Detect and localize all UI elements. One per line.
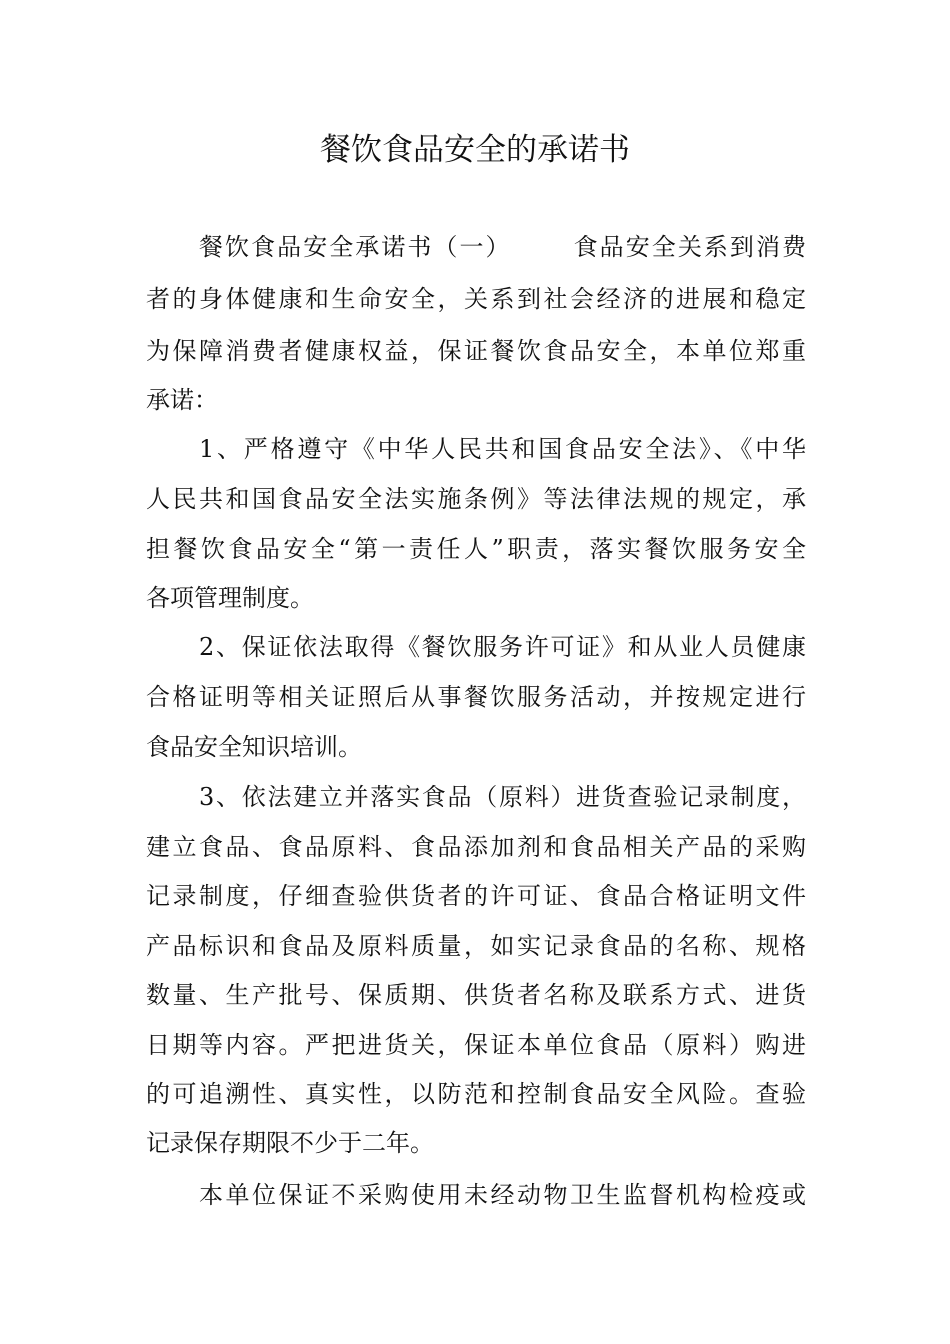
- body-line-15: 产品标识和食品及原料质量，如实记录食品的名称、规格: [146, 932, 806, 960]
- body-line-10: 合格证明等相关证照后从事餐饮服务活动，并按规定进行: [146, 683, 806, 711]
- body-line-1: [199, 222, 806, 272]
- body-line-16: 数量、生产批号、保质期、供货者名称及联系方式、进货: [146, 981, 806, 1009]
- body-line-11: 食品安全知识培训。: [146, 733, 362, 761]
- paragraph-start: 食品安全关系到消费: [571, 233, 807, 261]
- body-line-5: 1、严格遵守《中华人民共和国食品安全法》、《中华: [199, 435, 806, 463]
- body-line-14: 记录制度，仔细查验供货者的许可证、食品合格证明文件: [146, 882, 806, 910]
- body-line-12: 3、依法建立并落实食品（原料）进货查验记录制度，: [199, 783, 806, 811]
- document-title: 餐饮食品安全的承诺书: [320, 132, 630, 168]
- body-line-9: 2、保证依法取得《餐饮服务许可证》和从业人员健康: [199, 633, 806, 661]
- body-line-7: 担餐饮食品安全“第一责任人”职责，落实餐饮服务安全: [146, 535, 806, 563]
- body-line-19: 记录保存期限不少于二年。: [146, 1129, 434, 1157]
- body-line-13: 建立食品、食品原料、食品添加剂和食品相关产品的采购: [146, 833, 806, 861]
- section-heading: 餐饮食品安全承诺书（一）: [199, 233, 512, 261]
- body-line-2: 者的身体健康和生命安全，关系到社会经济的进展和稳定: [146, 285, 806, 313]
- body-line-18: 的可追溯性、真实性，以防范和控制食品安全风险。查验: [146, 1080, 806, 1108]
- body-line-8: 各项管理制度。: [146, 584, 314, 612]
- body-line-17: 日期等内容。严把进货关，保证本单位食品（原料）购进: [146, 1031, 806, 1059]
- body-line-20: 本单位保证不采购使用未经动物卫生监督机构检疫或: [199, 1181, 806, 1209]
- body-line-6: 人民共和国食品安全法实施条例》等法律法规的规定，承: [146, 485, 806, 513]
- body-line-3: 为保障消费者健康权益，保证餐饮食品安全，本单位郑重: [146, 337, 806, 365]
- body-line-4: 承诺：: [146, 386, 218, 414]
